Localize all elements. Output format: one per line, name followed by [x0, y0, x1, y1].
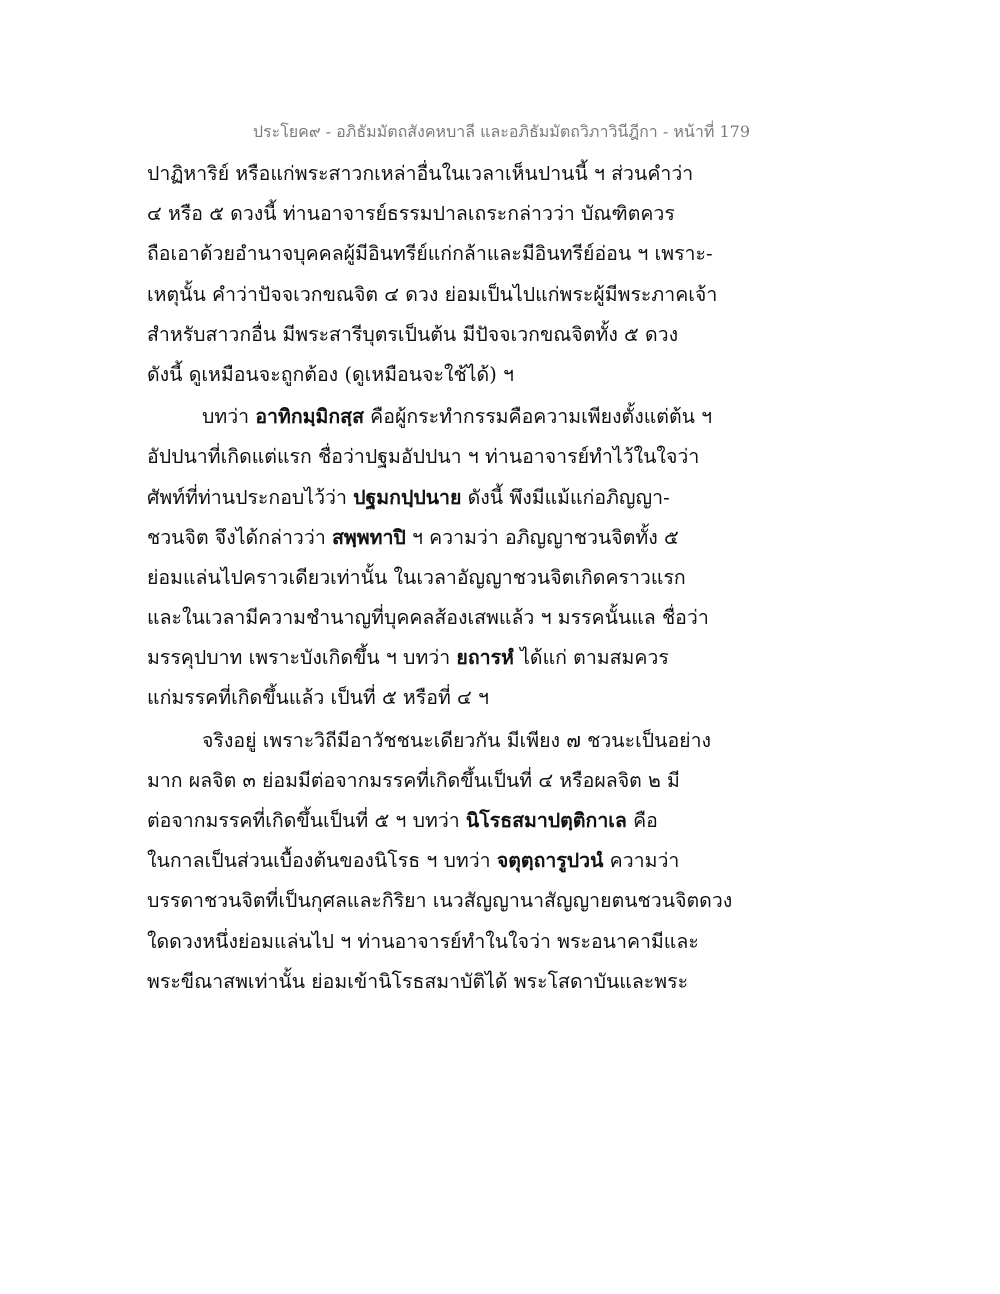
- text-segment: ความว่า: [603, 849, 680, 873]
- text-line: [147, 355, 867, 395]
- text-segment: ๔ หรือ ๕ ดวงนี้ ท่านอาจารย์ธรรมปาลเถระกล่าวว่า บัณฑิตควร: [147, 202, 675, 226]
- text-segment: แก่มรรคที่เกิดขึ้นแล้ว เป็นที่ ๕ หรือที่ ๔ ฯ: [147, 686, 489, 710]
- text-segment: คือ: [626, 809, 658, 832]
- text-line: [147, 841, 867, 881]
- body-text: [147, 154, 867, 1002]
- text-line: [147, 801, 867, 841]
- text-segment: ใดดวงหนึ่งย่อมแล่นไป ฯ ท่านอาจารย์ทำในใจว่า พระอนาคามีและ: [147, 929, 699, 953]
- text-line: [147, 518, 867, 558]
- text-line: [147, 678, 867, 718]
- text-segment: ฯ ความว่า อภิญญาชวนจิตทั้ง ๕: [405, 525, 679, 549]
- text-line: [147, 881, 867, 921]
- text-segment: ศัพท์ที่ท่านประกอบไว้ว่า: [147, 485, 354, 509]
- text-segment: และในเวลามีความชำนาญที่บุคคลส้องเสพแล้ว ฯ มรรคนั้นแล ชื่อว่า: [147, 606, 709, 630]
- text-line: [147, 478, 867, 518]
- text-line: [147, 962, 867, 1002]
- text-line: [147, 315, 867, 355]
- text-line: [147, 275, 867, 315]
- text-segment: ย่อมแล่นไปคราวเดียวเท่านั้น ในเวลาอัญญาชวนจิตเกิดคราวแรก: [147, 565, 686, 589]
- text-segment: ดังนี้ ดูเหมือนจะถูกต้อง (ดูเหมือนจะใช้ได้) ฯ: [147, 362, 514, 386]
- text-line: [147, 761, 867, 801]
- pali-term: จตุตฺถารูปวนํ: [496, 849, 604, 873]
- text-line: [147, 598, 867, 638]
- page-header: ประโยค๙ - อภิธัมมัตถสังคหบาลี และอภิธัมมัตถวิภาวินีฎีกา - หน้าที่ 179: [252, 122, 750, 141]
- text-segment: ดังนี้ พึงมีแม้แก่อภิญญา-: [461, 485, 670, 509]
- pali-term: นิโรธสมาปตฺติกาเล: [465, 809, 627, 832]
- text-segment: เหตุนั้น คำว่าปัจจเวกขณจิต ๔ ดวง ย่อมเป็นไปแก่พระผู้มีพระภาคเจ้า: [147, 282, 718, 306]
- text-segment: คือผู้กระทำกรรมคือความเพียงตั้งแต่ต้น ฯ: [363, 405, 713, 429]
- text-segment: มรรคุปบาท เพราะบังเกิดขึ้น ฯ บทว่า: [147, 646, 457, 670]
- text-line: [147, 558, 867, 598]
- text-segment: ในกาลเป็นส่วนเบื้องต้นของนิโรธ ฯ บทว่า: [147, 849, 497, 873]
- paragraph-start-line: [147, 397, 867, 437]
- text-segment: ต่อจากมรรคที่เกิดขึ้นเป็นที่ ๕ ฯ บทว่า: [147, 809, 466, 832]
- pali-term: สพฺพทาปิ: [331, 525, 406, 549]
- text-segment: ชวนจิต จึงได้กล่าวว่า: [147, 525, 332, 549]
- text-segment: จริงอยู่ เพราะวิถีมีอาวัชชนะเดียวกัน มีเพียง ๗ ชวนะเป็นอย่าง: [202, 728, 712, 752]
- pali-term: อาทิกมฺมิกสฺส: [255, 405, 364, 429]
- text-line: [147, 437, 867, 477]
- pali-term: ยถารหํ: [456, 646, 514, 670]
- text-line: [147, 154, 867, 194]
- text-segment: ถือเอาด้วยอำนาจบุคคลผู้มีอินทรีย์แก่กล้าและมีอินทรีย์อ่อน ฯ เพราะ-: [147, 242, 713, 266]
- text-segment: ปาฏิหาริย์ หรือแก่พระสาวกเหล่าอื่นในเวลาเห็นปานนี้ ฯ ส่วนคำว่า: [147, 162, 694, 185]
- text-segment: บรรดาชวนจิตที่เป็นกุศลและกิริยา เนวสัญญานาสัญญายตนชวนจิตดวง: [147, 889, 733, 913]
- text-segment: มาก ผลจิต ๓ ย่อมมีต่อจากมรรคที่เกิดขึ้นเป็นที่ ๔ หรือผลจิต ๒ มี: [147, 768, 680, 792]
- pali-term: ปฐมกปฺปนาย: [353, 485, 462, 509]
- text-line: [147, 234, 867, 274]
- text-segment: สำหรับสาวกอื่น มีพระสารีบุตรเป็นต้น มีปัจจเวกขณจิตทั้ง ๕ ดวง: [147, 322, 679, 346]
- text-line: [147, 194, 867, 234]
- text-segment: พระขีณาสพเท่านั้น ย่อมเข้านิโรธสมาบัติได้ พระโสดาบันและพระ: [147, 969, 689, 993]
- text-line: [147, 922, 867, 962]
- text-segment: บทว่า: [202, 405, 256, 429]
- paragraph-start-line: [147, 721, 867, 761]
- text-line: [147, 638, 867, 678]
- text-segment: อัปปนาที่เกิดแต่แรก ชื่อว่าปฐมอัปปนา ฯ ท่านอาจารย์ทำไว้ในใจว่า: [147, 445, 700, 469]
- text-segment: ได้แก่ ตามสมควร: [513, 646, 669, 670]
